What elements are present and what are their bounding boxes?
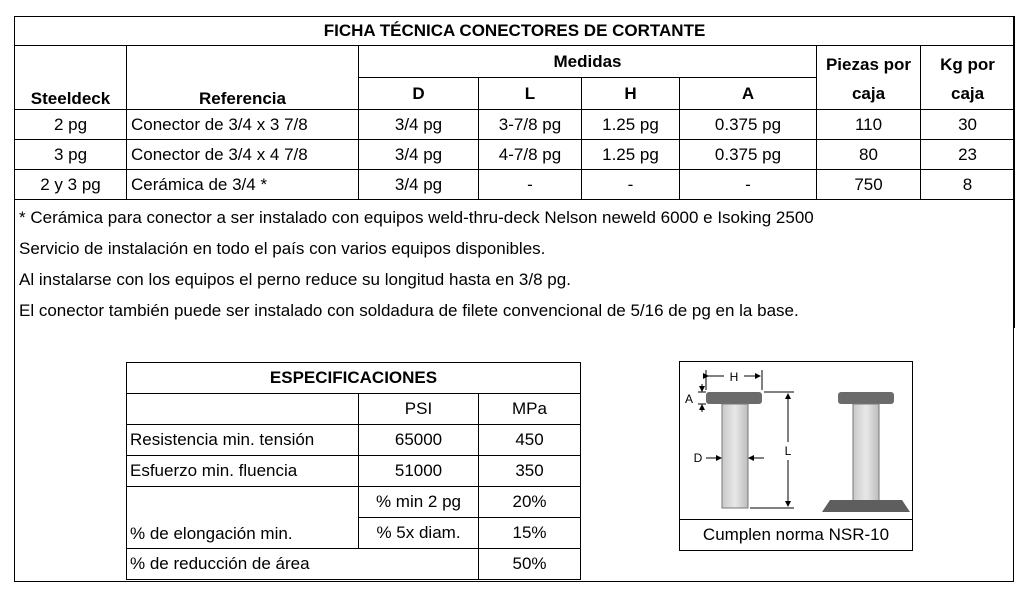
table-row — [15, 140, 1015, 170]
specs-val-reduccion: 50% — [479, 549, 581, 580]
stud-right-ceramic-base — [822, 500, 910, 512]
cell-l: 3-7/8 pg — [479, 110, 582, 140]
cell-steeldeck: 2 pg — [15, 110, 127, 140]
cell-referencia: Conector de 3/4 x 4 7/8 — [127, 140, 359, 170]
specs-label-fluencia: Esfuerzo min. fluencia — [127, 456, 359, 487]
cell-d: 3/4 pg — [359, 110, 479, 140]
dim-l — [750, 392, 794, 508]
dim-l-label: L — [784, 444, 792, 458]
cell-l: 4-7/8 pg — [479, 140, 582, 170]
specs-sub-elong-2: % 5x diam. — [359, 518, 479, 549]
header-d: D — [359, 78, 479, 110]
specs-row — [127, 456, 581, 487]
dim-h — [706, 370, 762, 390]
specs-title: ESPECIFICACIONES — [127, 363, 581, 394]
cell-h: - — [582, 170, 680, 200]
cell-piezas: 110 — [817, 110, 921, 140]
cell-a: - — [680, 170, 817, 200]
header-a: A — [680, 78, 817, 110]
specs-table — [126, 362, 581, 580]
cell-d: 3/4 pg — [359, 140, 479, 170]
specs-label-reduccion: % de reducción de área — [127, 549, 479, 580]
specs-col-psi: PSI — [359, 394, 479, 425]
specs-mpa-fluencia: 350 — [479, 456, 581, 487]
cell-kg: 8 — [921, 170, 1015, 200]
header-referencia: Referencia — [127, 46, 359, 110]
header-h: H — [582, 78, 680, 110]
header-l: L — [479, 78, 582, 110]
cell-steeldeck: 3 pg — [15, 140, 127, 170]
table-row — [15, 110, 1015, 140]
header-piezas — [817, 46, 921, 110]
dim-h-label: H — [729, 370, 739, 384]
specs-row — [127, 549, 581, 580]
specs-blank — [127, 394, 359, 425]
dim-a — [685, 384, 706, 412]
stud-right — [822, 392, 910, 512]
stud-right-head — [838, 392, 894, 404]
stud-left-shaft — [722, 404, 748, 508]
header-piezas-line2: caja — [851, 84, 886, 103]
specs-sub-elong-1: % min 2 pg — [359, 487, 479, 518]
figure-caption: Cumplen norma NSR-10 — [680, 519, 912, 550]
cell-referencia: Cerámica de 3/4 * — [127, 170, 359, 200]
specs-psi-fluencia: 51000 — [359, 456, 479, 487]
header-steeldeck: Steeldeck — [15, 46, 127, 110]
specs-val-elong-1: 20% — [479, 487, 581, 518]
cell-h: 1.25 pg — [582, 110, 680, 140]
stud-left-head — [706, 392, 762, 404]
specs-mpa-tension: 450 — [479, 425, 581, 456]
stud-diagram — [680, 362, 912, 520]
specs-row — [127, 487, 581, 518]
header-kg — [921, 46, 1015, 110]
cell-a: 0.375 pg — [680, 140, 817, 170]
cell-referencia: Conector de 3/4 x 3 7/8 — [127, 110, 359, 140]
cell-a: 0.375 pg — [680, 110, 817, 140]
specs-psi-tension: 65000 — [359, 425, 479, 456]
header-kg-line1: Kg por — [940, 55, 995, 74]
specs-row — [127, 425, 581, 456]
specs-col-mpa: MPa — [479, 394, 581, 425]
cell-d: 3/4 pg — [359, 170, 479, 200]
stud-right-shaft — [853, 404, 879, 502]
cell-kg: 23 — [921, 140, 1015, 170]
cell-piezas: 80 — [817, 140, 921, 170]
specs-label-elongacion: % de elongación min. — [127, 487, 359, 549]
dim-a-label: A — [684, 392, 694, 406]
cell-kg: 30 — [921, 110, 1015, 140]
stud-left — [706, 392, 762, 508]
cell-steeldeck: 2 y 3 pg — [15, 170, 127, 200]
table-title: FICHA TÉCNICA CONECTORES DE CORTANTE — [15, 17, 1015, 46]
note-ceramica: * Cerámica para conector a ser instalado con equipos weld-thru-deck Nelson neweld 6000 e Isoking 2500 — [19, 208, 814, 227]
dim-d-label: D — [693, 451, 703, 465]
connector-table — [14, 16, 1015, 328]
note-reduccion: Al instalarse con los equipos el perno reduce su longitud hasta en 3/8 pg. — [19, 270, 571, 289]
specs-label-tension: Resistencia min. tensión — [127, 425, 359, 456]
header-kg-line2: caja — [950, 84, 985, 103]
header-medidas: Medidas — [359, 46, 817, 78]
cell-piezas: 750 — [817, 170, 921, 200]
notes-block — [15, 200, 1015, 329]
note-servicio: Servicio de instalación en todo el país con varios equipos disponibles. — [19, 239, 546, 258]
cell-l: - — [479, 170, 582, 200]
cell-h: 1.25 pg — [582, 140, 680, 170]
note-soldadura: El conector también puede ser instalado con soldadura de filete convencional de 5/16 de pg en la base. — [19, 301, 799, 320]
specs-val-elong-2: 15% — [479, 518, 581, 549]
table-row — [15, 170, 1015, 200]
connector-figure — [679, 361, 913, 551]
header-piezas-line1: Piezas por — [825, 55, 912, 74]
